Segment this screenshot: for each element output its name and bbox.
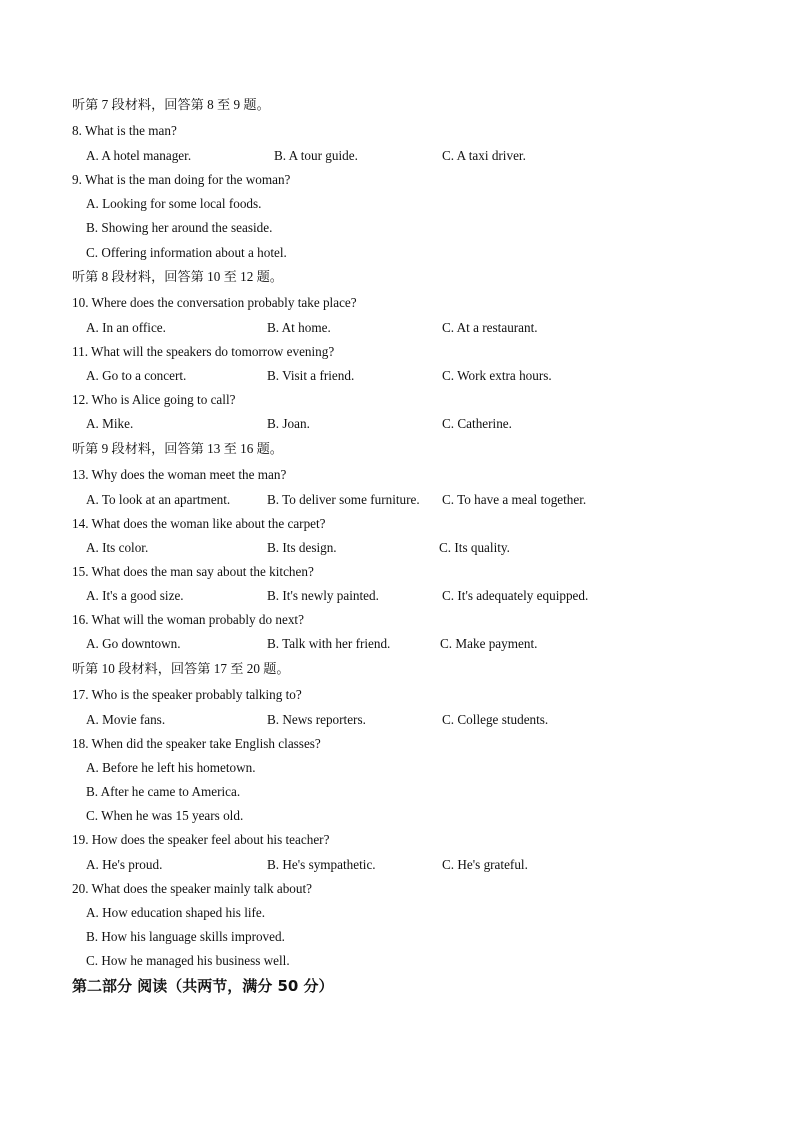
section-heading-9: 听第 9 段材料，回答第 13 至 16 题。	[72, 441, 283, 456]
q12-option-c: C. Catherine.	[442, 416, 512, 431]
q11-option-a: A. Go to a concert.	[86, 368, 187, 383]
q17-option-b: B. News reporters.	[267, 712, 366, 727]
q19-option-b: B. He's sympathetic.	[267, 857, 376, 872]
question-9: 9. What is the man doing for the woman?	[72, 172, 291, 187]
q12-option-a: A. Mike.	[86, 416, 134, 431]
q20-option-c: C. How he managed his business well.	[86, 953, 290, 968]
q15-option-a: A. It's a good size.	[86, 588, 184, 603]
q13-option-a: A. To look at an apartment.	[86, 492, 231, 507]
question-12: 12. Who is Alice going to call?	[72, 392, 236, 407]
q9-option-a: A. Looking for some local foods.	[86, 196, 262, 211]
q20-option-a: A. How education shaped his life.	[86, 905, 266, 920]
q17-option-c: C. College students.	[442, 712, 549, 727]
question-8: 8. What is the man?	[72, 123, 177, 138]
q14-option-b: B. Its design.	[267, 540, 337, 555]
q18-option-b: B. After he came to America.	[86, 784, 241, 799]
q9-option-b: B. Showing her around the seaside.	[86, 220, 273, 235]
q8-option-b: B. A tour guide.	[274, 148, 358, 163]
question-10: 10. Where does the conversation probably take place?	[72, 295, 357, 310]
q10-option-a: A. In an office.	[86, 320, 166, 335]
q14-option-c: C. Its quality.	[439, 540, 510, 555]
q15-option-c: C. It's adequately equipped.	[442, 588, 589, 603]
q8-option-a: A. A hotel manager.	[86, 148, 192, 163]
q16-option-c: C. Make payment.	[440, 636, 538, 651]
question-14: 14. What does the woman like about the carpet?	[72, 516, 326, 531]
q20-option-b: B. How his language skills improved.	[86, 929, 285, 944]
q11-option-b: B. Visit a friend.	[267, 368, 355, 383]
q16-option-b: B. Talk with her friend.	[267, 636, 391, 651]
question-18: 18. When did the speaker take English classes?	[72, 736, 321, 751]
section-heading-7: 听第 7 段材料，回答第 8 至 9 题。	[72, 97, 270, 112]
q9-option-c: C. Offering information about a hotel.	[86, 245, 287, 260]
question-19: 19. How does the speaker feel about his teacher?	[72, 832, 330, 847]
q18-option-a: A. Before he left his hometown.	[86, 760, 256, 775]
question-17: 17. Who is the speaker probably talking to?	[72, 687, 302, 702]
q16-option-a: A. Go downtown.	[86, 636, 181, 651]
q8-option-c: C. A taxi driver.	[442, 148, 526, 163]
question-13: 13. Why does the woman meet the man?	[72, 467, 287, 482]
q13-option-b: B. To deliver some furniture.	[267, 492, 420, 507]
part-two-heading: 第二部分 阅读（共两节，满分 50 分）	[72, 977, 334, 995]
q17-option-a: A. Movie fans.	[86, 712, 166, 727]
q11-option-c: C. Work extra hours.	[442, 368, 552, 383]
q12-option-b: B. Joan.	[267, 416, 310, 431]
q19-option-c: C. He's grateful.	[442, 857, 528, 872]
question-15: 15. What does the man say about the kitchen?	[72, 564, 314, 579]
section-heading-10: 听第 10 段材料，回答第 17 至 20 题。	[72, 661, 290, 676]
q13-option-c: C. To have a meal together.	[442, 492, 587, 507]
question-11: 11. What will the speakers do tomorrow evening?	[72, 344, 335, 359]
q19-option-a: A. He's proud.	[86, 857, 163, 872]
section-heading-8: 听第 8 段材料，回答第 10 至 12 题。	[72, 269, 283, 284]
q10-option-b: B. At home.	[267, 320, 331, 335]
q14-option-a: A. Its color.	[86, 540, 149, 555]
question-16: 16. What will the woman probably do next?	[72, 612, 304, 627]
q10-option-c: C. At a restaurant.	[442, 320, 538, 335]
question-20: 20. What does the speaker mainly talk about?	[72, 881, 312, 896]
q18-option-c: C. When he was 15 years old.	[86, 808, 244, 823]
q15-option-b: B. It's newly painted.	[267, 588, 379, 603]
